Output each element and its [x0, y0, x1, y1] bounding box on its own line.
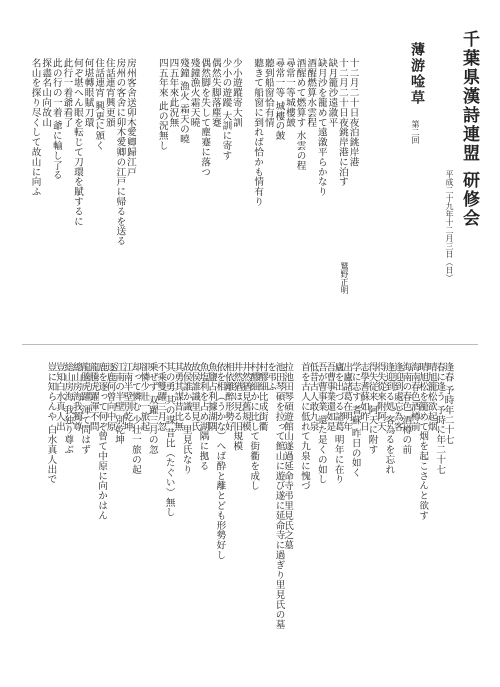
- poem-line: 不乘雙躍三月忽: [155, 362, 167, 432]
- poem-line: 逢迎到る処 客為るを忘れ: [383, 362, 395, 475]
- poem-line: 却って憐む 少壮一旅の起: [129, 362, 141, 475]
- poem-line: 村醪細かに比して街衢を成し: [248, 362, 260, 491]
- poem-line: 偶然失脚落塵蹇: [209, 58, 221, 128]
- poem-line: 得失從來附阿天: [374, 362, 386, 432]
- poem-line: 探盡名山向故山: [40, 58, 52, 128]
- poem-line: 逐鹿何曾向中原: [104, 362, 116, 432]
- poem-line: 春に逢う 予時に年二十七: [434, 362, 446, 475]
- poem-line: 海南の春色 酒樽の前: [400, 362, 412, 455]
- poem-line: 魚塩利を占め湖隅に拠る: [197, 362, 209, 471]
- poem-line: 尋常一等城樓皷: [283, 58, 295, 128]
- author-name: 鷲野正明: [340, 262, 349, 294]
- poem-line: 江南の半壁 別乾坤: [113, 362, 125, 445]
- poem-line: 吾曹事業還如是: [324, 362, 336, 432]
- poem-line: 何ぞ堪へん眼を転じて刀環を賦するに: [71, 58, 83, 227]
- poem-line: 缺月籠沙遠漵平: [326, 58, 338, 128]
- poem-line: 偶然脚を失して塵蹇に落つ: [199, 58, 211, 177]
- poem-line: 廬を出づる諸葛 明年に在り: [332, 362, 344, 485]
- poem-line: 依を相（うかな）へば酔と離とども形勢好し: [214, 362, 226, 560]
- poem-line: 酒醒燃算水雲程: [305, 58, 317, 128]
- poem-line: 少小の遊蹤 大訓に寄す: [220, 58, 232, 161]
- poem-line: 得失従来 阿天に附す: [366, 362, 378, 455]
- poem-line: 魚鹽占利據湖隅: [205, 362, 217, 432]
- poem-line: 逢迎到處忘為客: [391, 362, 403, 432]
- poem-line: 卻憐少壯一旅起: [138, 362, 150, 432]
- poem-line: 十二月二十日夜銚岸港に泊す: [336, 58, 348, 187]
- poem-line: 總山房海我獨尊: [70, 362, 82, 432]
- poem-line: 鹿を逐って何ぞ曾て中原に向かはん: [96, 362, 108, 521]
- poem-line: 相依離醉形勢好: [222, 362, 234, 432]
- poem-line: 其勇其謀昔比無: [172, 362, 184, 432]
- poem-line: 吾が曹事業 還た是くの如し: [315, 362, 327, 485]
- poem-line: 何堪轉眼賦刀環: [82, 58, 94, 128]
- poem-line: 龍騰虎躍 渾て問はず: [79, 362, 91, 455]
- poem-line: 学に志す 耆蘇 昨日の如く: [349, 362, 361, 478]
- poem-line: 殘鐘 漁火 霜天の曉: [177, 58, 189, 144]
- poem-line: 志學耆蘇如昨日: [358, 362, 370, 432]
- poem-line: 江南半壁別乾坤: [121, 362, 133, 432]
- poem-line: 低昔古人敢九泉: [307, 362, 319, 432]
- poem-line: 其の勇 其の謀 昔比（たぐい）無し: [163, 362, 175, 518]
- poem-line: 聽きて船窗に到れば恰かも情有り: [252, 58, 264, 207]
- poem-line: 聽到船窗恰有情: [262, 58, 274, 128]
- poem-line: 井然猶ほ見る旧規模: [231, 362, 243, 452]
- collection-volume: 第二回: [411, 120, 420, 144]
- poem-line: 故侯誰識里見氏: [189, 362, 201, 432]
- poem-line: 住話連宵 興更に頒く: [93, 58, 105, 151]
- poem-line: 豈に知らんや 白水真人出で: [45, 362, 57, 485]
- poem-line: 故侯誰か識る 里見氏なり: [180, 362, 192, 475]
- poem-line: 豈知白水真人出: [53, 362, 65, 432]
- poem-line: 出廬諸葛在明年: [341, 362, 353, 432]
- poem-line: 池田琴碩を拉って館山に遊び遂に延命寺に過ぎり里見氏の墓: [273, 362, 285, 630]
- poem-line: 此の行の一着 爺に輸し了る: [50, 58, 62, 181]
- poem-line: 缺月沙を籠めて遠漵平らかなり: [315, 58, 327, 197]
- poem-line: 晴旭松を籠めて烟を起こさんと欲す: [417, 362, 429, 521]
- poem-line: 逢春 予時年二十七: [442, 362, 454, 445]
- poem-line: 首を古人に低れて九泉に愧づ: [298, 362, 310, 491]
- poem-line: 殘鐘漁火霜天曉: [188, 58, 200, 128]
- collection-title: 薄游唫草: [409, 42, 425, 106]
- poem-line: 酒醒めて燃算す 水雲の程: [294, 58, 306, 171]
- poem-line: 海南春色酒樽前: [408, 362, 420, 432]
- poem-line: 四五年來此況無: [167, 58, 179, 128]
- poem-line: 住話連宵興更頒: [103, 58, 115, 128]
- poem-line: 井然猶見舊規模: [239, 362, 251, 432]
- poem-line: 十二月二十日夜泊銚岸港: [347, 58, 359, 167]
- poem-line: 乗ぜず 双躍三月の忽: [146, 362, 158, 455]
- poem-line: 拉池田琴碩遊館山遂過延命寺弔里見氏之墓: [282, 362, 294, 551]
- poem-line: 総山房海 我独り尊ぶ: [62, 362, 74, 455]
- poem-line: 村醪細比成街衢: [256, 362, 268, 432]
- poem-line: 四五年來 此の況無し: [156, 58, 168, 151]
- section-divider: [22, 344, 478, 345]
- poem-line: 此行一着爺看了: [61, 58, 73, 128]
- poem-line: 名山を探り尽くして故山に向ふ: [29, 58, 41, 197]
- poem-line: 房州客舍送卯木愛卿歸江戸: [124, 58, 136, 177]
- poem-line: 房州の客舍に卯木愛卿の江戸に帰るを送る: [114, 58, 126, 247]
- poem-line: を弔ふ: [265, 362, 277, 392]
- document-title: 千葉県漢詩連盟 研修会: [459, 30, 479, 228]
- poem-line: 少小遊蹤寄大訓: [230, 58, 242, 128]
- poem-line: 龍騰虎躍渾不問: [87, 362, 99, 432]
- poem-line: 晴旭籠松欲起烟: [425, 362, 437, 432]
- poem-line: 尋常一等 城樓の皷: [273, 58, 285, 141]
- document-date: 平成二十九年十二月三日（日）: [445, 170, 454, 282]
